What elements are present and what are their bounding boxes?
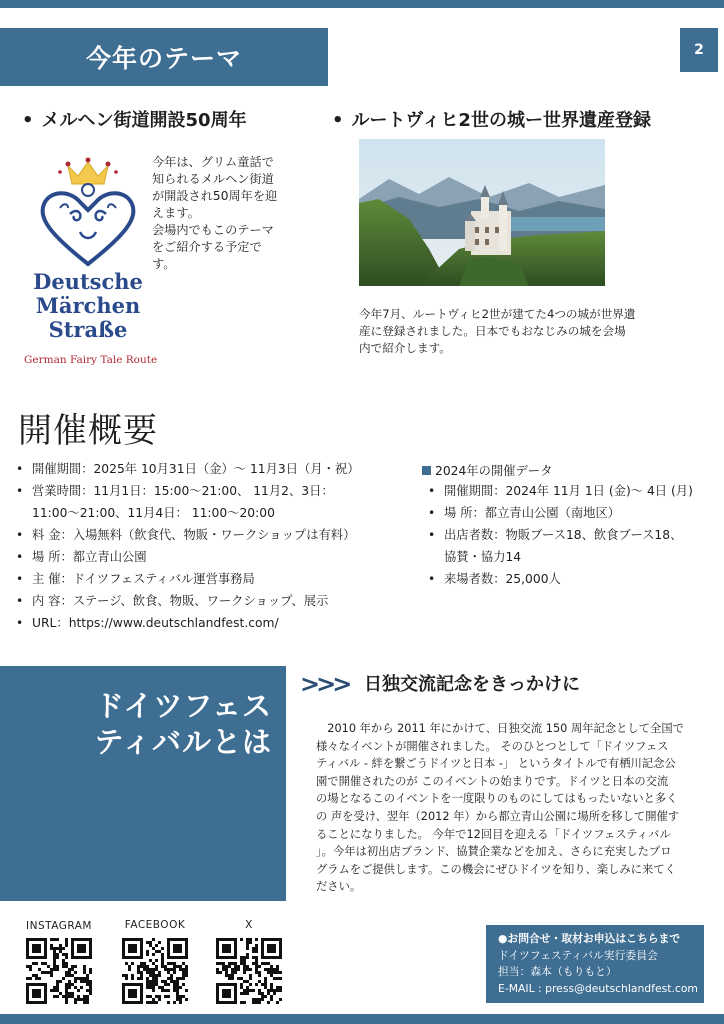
body-line: 」。今年は初出店ブランド、協賛企業などを加え、さらに充実したプロ [316,845,672,859]
bottom-bar [0,1014,724,1024]
contact-line-3: 担当：森本（もりもと） [498,965,617,978]
heart-crown-icon [30,152,146,268]
top-bar [0,0,724,8]
qr-code-icon [216,938,282,1004]
instagram-qr-code[interactable] [26,938,92,1008]
theme-banner [0,28,328,86]
data-2024-title-text: 2024年の開催データ [435,464,553,478]
data-2024-list [428,480,718,590]
about-title [20,688,272,760]
url-item[interactable]: • URL：https://www.deutschlandfest.com/ [16,612,416,634]
text-line: をご紹介する予定で [152,240,262,254]
theme-left-heading: • メルヘン街道開設50周年 [22,106,247,132]
instagram-label: INSTAGRAM [26,920,92,932]
text-line: が開設され50周年を迎 [152,189,278,203]
page-number: 2 [694,42,704,58]
body-line: 園で開催されたのが このイベントの始まりです。ドイツと日本の交流 [316,774,669,788]
list-item-continued [16,502,416,524]
contact-email[interactable]: E-MAIL : press@deutschlandfest.com [498,981,698,995]
list-item: • 場 所：都立青山公園 [16,546,416,568]
theme-left-text [152,154,302,273]
list-item: • 料 金：入場無料（飲食代、物販・ワークショップは有料） [16,524,416,546]
continued-text: 協賛・協力14 [444,550,522,564]
text-line: 会場内でもこのテーマ [152,223,274,237]
list-item: • 営業時間：11月1日：15:00〜21:00、 11月2、3日： [16,480,416,502]
list-item: • 内 容：ステージ、飲食、物販、ワークショップ、展示 [16,590,416,612]
list-item: • 出店者数：物販ブース18、飲食ブース18、 [428,524,718,546]
body-line: ることになりました。 今年で12回目を迎える「ドイツフェスティバル [316,827,671,841]
overview-list [16,458,416,634]
text-line: 今年は、グリム童話で [152,155,274,169]
caption-line: 産に登録されました。日本でもおなじみの城を会場 [359,324,626,338]
body-line: ティバル - 絆を繋ごうドイツと日本 -」 というタイトルで有栖川記念公 [316,757,676,771]
list-item-continued [428,546,718,568]
caption-line: 今年7月、ルートヴィヒ2世が建てた4つの城が世界遺 [359,307,636,321]
contact-line-1: ●お問合せ・取材お申込はこちらまで [498,932,681,945]
logo-line-2: Märchen [35,293,141,318]
qr-code-icon [26,938,92,1004]
contact-box [486,925,704,1003]
about-title-line-1: ドイツフェス [94,689,272,723]
facebook-label: FACEBOOK [124,919,186,931]
body-line: グラムをご提供します。この機会にぜひドイツを知り、楽しみに来てく [316,862,676,876]
about-heading: 日独交流記念をきっかけに [364,674,580,695]
logo-subtitle: German Fairy Tale Route [24,354,158,366]
data-2024-title [422,461,552,479]
castle-photo [359,139,605,286]
body-line: 様々なイベントが開催されました。 そのひとつとして「ドイツフェス [316,739,669,753]
body-line: の 声を受け、翌年（2012 年）から都立青山公園に場所を移して開催す [316,809,680,823]
page-number-box [680,28,718,72]
body-line: 2010 年から 2011 年にかけて、日独交流 150 周年記念として全国で [316,722,684,735]
theme-right-heading: • ルートヴィヒ2世の城ー世界遺産登録 [332,106,651,132]
castle-image-icon [359,139,605,286]
qr-code-icon [122,938,188,1004]
x-label: X [245,919,253,931]
text-line: えます。 [152,206,200,220]
text-line: 知られるメルヘン街道 [152,172,274,186]
list-item: • 開催期間：2025年 10月31日（金）〜 11月3日（月・祝） [16,458,416,480]
list-item: • 来場者数：25,000人 [428,568,718,590]
contact-line-2: ドイツフェスティバル実行委員会 [498,948,658,962]
about-title-line-2: ティバルとは [94,725,272,759]
logo-line-1: Deutsche [33,269,143,294]
maerchen-logo [24,152,158,366]
about-body [316,720,712,896]
body-line: ださい。 [316,880,362,894]
list-item: • 場 所：都立青山公園（南地区） [428,502,718,524]
facebook-qr-code[interactable] [122,938,188,1008]
text-line: す。 [152,257,176,271]
caption-line: 内で紹介します。 [359,341,451,355]
list-item: • 開催期間：2024年 11月 1日 (金)〜 4日 (月) [428,480,718,502]
triple-chevron-icon: >>> [300,670,349,698]
list-item: • 主 催：ドイツフェスティバル運営事務局 [16,568,416,590]
theme-right-caption [359,306,659,357]
x-qr-code[interactable] [216,938,282,1008]
continued-text: 11:00〜21:00、11月4日： 11:00〜20:00 [32,506,275,520]
theme-title: 今年のテーマ [85,44,242,73]
body-line: の場となるこのイベントを一度限りのものにしてはもったいないと多く [316,792,678,806]
logo-line-3: Straße [48,317,128,342]
overview-title: 開催概要 [18,411,158,451]
square-bullet-icon [422,466,431,475]
